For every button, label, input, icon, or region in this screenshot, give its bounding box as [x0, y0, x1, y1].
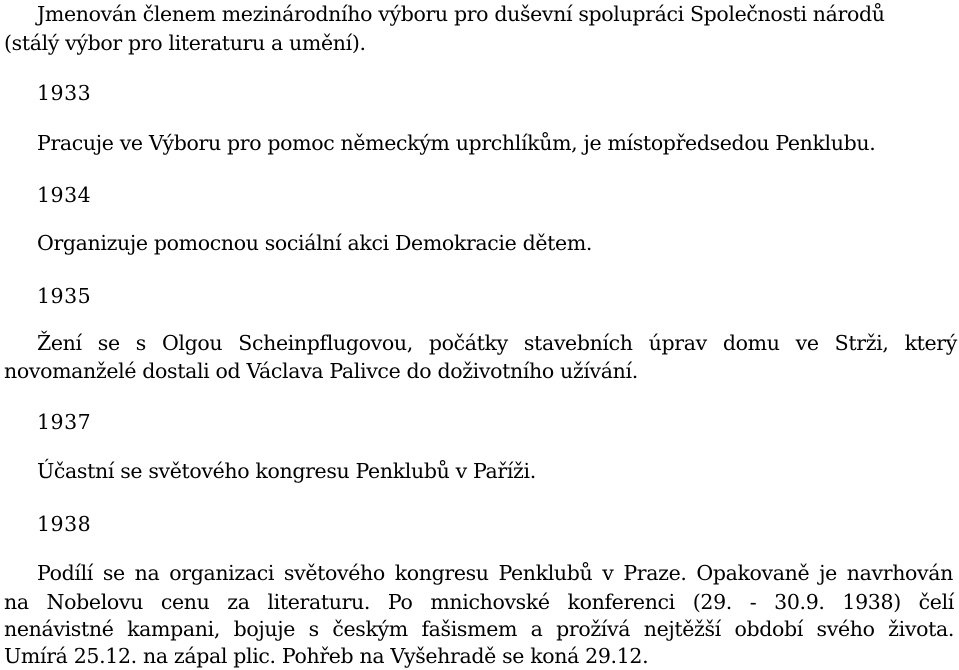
paragraph-line: Umírá 25.12. na zápal plic. Pohřeb na Vyšehradě se koná 29.12. [4, 644, 649, 668]
paragraph-line: Pracuje ve Výboru pro pomoc německým uprchlíkům, je místopředsedou Penklubu. [37, 131, 876, 155]
year-heading-1934: 1934 [37, 183, 92, 207]
paragraph-block-1938-rest2 [4, 616, 954, 642]
paragraph-line: Žení se s Olgou Scheinpflugovou, počátky stavebních úprav domu ve Strži, který [37, 331, 957, 355]
paragraph-line: Účastní se světového kongresu Penklubů v Paříži. [37, 459, 536, 483]
paragraph-line: Jmenován členem mezinárodního výboru pro duševní spolupráci Společnosti národů [37, 2, 885, 26]
paragraph-line: Podílí se na organizaci světového kongresu Penklubů v Praze. Opakovaně je navrhován [37, 561, 953, 585]
paragraph-line: Organizuje pomocnou sociální akci Demokracie dětem. [37, 231, 593, 255]
paragraph-block-1938-first [37, 560, 953, 586]
paragraph-block-1935 [37, 330, 957, 356]
year-heading-1938: 1938 [37, 512, 92, 536]
paragraph-line: nenávistné kampani, bojuje s českým fašismem a prožívá nejtěžší období svého života. [4, 617, 954, 641]
year-heading-1933: 1933 [37, 81, 92, 105]
year-heading-1935: 1935 [37, 284, 92, 308]
paragraph-line: (stálý výbor pro literaturu a umění). [4, 31, 366, 55]
year-heading-1937: 1937 [37, 410, 92, 434]
paragraph-line: na Nobelovu cenu za literaturu. Po mnichovské konferenci (29. - 30.9. 1938) čelí [4, 590, 954, 614]
paragraph-line: novomanželé dostali od Václava Palivce do doživotního užívání. [4, 359, 638, 383]
paragraph-block-1938-rest [4, 589, 954, 615]
